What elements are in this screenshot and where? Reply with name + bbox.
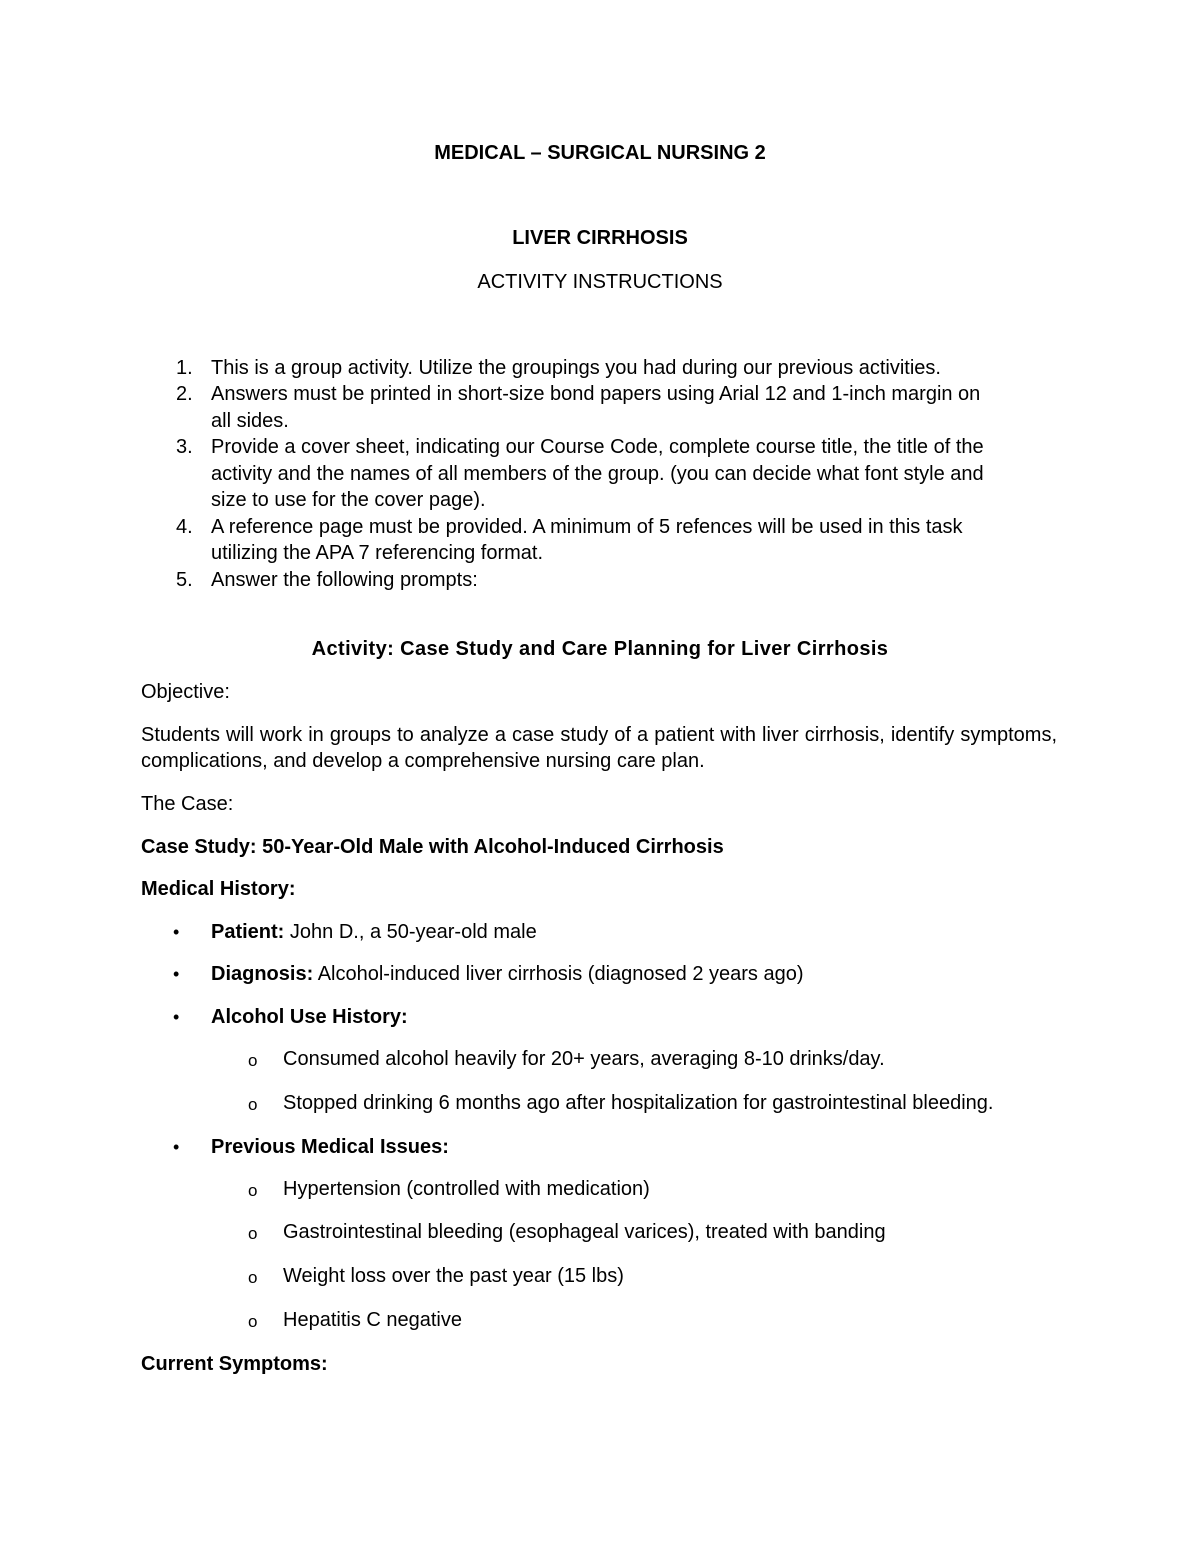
- sub-bullet-icon: o: [248, 1095, 258, 1114]
- instruction-line: all sides.: [211, 410, 289, 432]
- instruction-line: This is a group activity. Utilize the groupings you had during our previous activities.: [211, 357, 941, 379]
- sub-bullet-icon: o: [248, 1051, 258, 1070]
- sub-item-text: Stopped drinking 6 months ago after hospitalization for gastrointestinal bleeding.: [283, 1092, 994, 1114]
- current-symptoms-label: Current Symptoms:: [141, 1353, 328, 1375]
- history-item-text: [211, 961, 804, 987]
- sub-item-text: Hepatitis C negative: [283, 1309, 462, 1331]
- instruction-line: size to use for the cover page).: [211, 489, 486, 511]
- medical-history-label: Medical History:: [141, 878, 296, 900]
- instruction-line: Answers must be printed in short-size bond papers using Arial 12 and 1-inch margin on: [211, 383, 981, 405]
- alcohol-history-label: Alcohol Use History:: [211, 1006, 408, 1028]
- bullet-icon: •: [173, 964, 180, 984]
- case-label: The Case:: [141, 793, 234, 815]
- sub-bullet-icon: o: [248, 1268, 258, 1287]
- objective-label: Objective:: [141, 681, 230, 703]
- sub-item-text: Consumed alcohol heavily for 20+ years, averaging 8-10 drinks/day.: [283, 1048, 885, 1070]
- sub-item-text: Hypertension (controlled with medication): [283, 1178, 650, 1200]
- topic-title: LIVER CIRRHOSIS: [512, 227, 688, 249]
- sub-item-text: Weight loss over the past year (15 lbs): [283, 1265, 624, 1287]
- course-title: MEDICAL – SURGICAL NURSING 2: [434, 142, 766, 164]
- instruction-line: activity and the names of all members of the group. (you can decide what font style and: [211, 463, 984, 485]
- patient-value: John D., a 50-year-old male: [284, 921, 537, 943]
- instruction-number: 1.: [176, 357, 193, 379]
- bullet-icon: •: [173, 922, 180, 942]
- instruction-number: 2.: [176, 383, 193, 405]
- diagnosis-label: Diagnosis:: [211, 963, 314, 985]
- instruction-line: A reference page must be provided. A minimum of 5 refences will be used in this task: [211, 516, 963, 538]
- instruction-line: Provide a cover sheet, indicating our Course Code, complete course title, the title of the: [211, 436, 984, 458]
- instruction-line: Answer the following prompts:: [211, 569, 478, 591]
- objective-text: Students will work in groups to analyze a case study of a patient with liver cirrhosis, identify symptoms, complications, and develop a comprehensive nursing care plan.: [141, 724, 1057, 772]
- sub-bullet-icon: o: [248, 1181, 258, 1200]
- bullet-icon: •: [173, 1137, 180, 1157]
- history-item-text: [211, 919, 537, 945]
- section-title: ACTIVITY INSTRUCTIONS: [477, 271, 723, 293]
- patient-label: Patient:: [211, 921, 285, 943]
- instruction-line: utilizing the APA 7 referencing format.: [211, 542, 544, 564]
- diagnosis-value: Alcohol-induced liver cirrhosis (diagnosed 2 years ago): [313, 963, 804, 985]
- bullet-icon: •: [173, 1007, 180, 1027]
- instruction-number: 4.: [176, 516, 193, 538]
- instruction-number: 5.: [176, 569, 193, 591]
- instruction-number: 3.: [176, 436, 193, 458]
- sub-item-text: Gastrointestinal bleeding (esophageal varices), treated with banding: [283, 1221, 886, 1243]
- activity-title: Activity: Case Study and Care Planning for Liver Cirrhosis: [311, 638, 889, 660]
- case-study-title: Case Study: 50-Year-Old Male with Alcohol-Induced Cirrhosis: [141, 836, 724, 858]
- sub-bullet-icon: o: [248, 1312, 258, 1331]
- previous-issues-label: Previous Medical Issues:: [211, 1136, 449, 1158]
- sub-bullet-icon: o: [248, 1224, 258, 1243]
